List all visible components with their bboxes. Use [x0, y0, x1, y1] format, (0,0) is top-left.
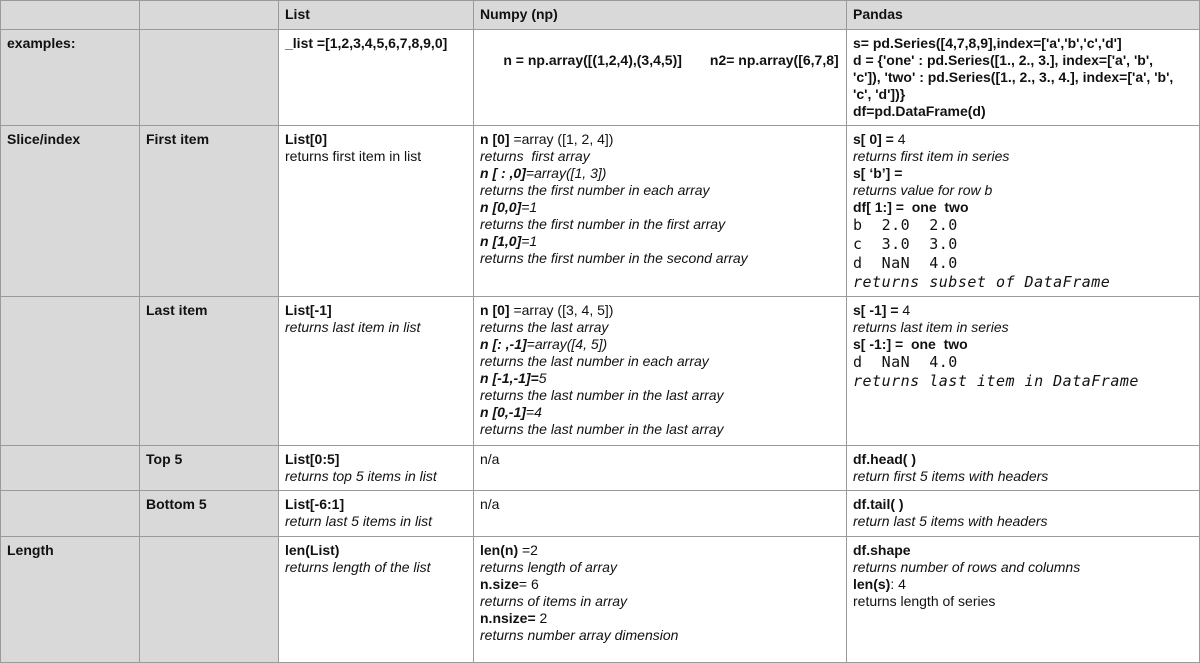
pandas-example-line: df=pd.DataFrame(d) — [853, 103, 986, 119]
numpy-code: n [0,0] — [480, 199, 522, 215]
numpy-desc: returns length of array — [480, 559, 617, 575]
row-sublabel-bottom-5: Bottom 5 — [140, 491, 279, 537]
pandas-example-line: 'c', 'd'])} — [853, 86, 906, 102]
pandas-desc: returns length of series — [853, 593, 996, 609]
pandas-example-cell — [847, 30, 1200, 126]
numpy-example-cell — [474, 30, 847, 126]
row-label-blank — [0, 297, 140, 446]
numpy-desc: returns number array dimension — [480, 627, 679, 643]
numpy-desc: returns of items in array — [480, 593, 628, 609]
row-label-examples: examples: — [0, 30, 140, 126]
numpy-result: =array ([3, 4, 5]) — [513, 302, 614, 318]
pandas-desc: returns number of rows and columns — [853, 559, 1081, 575]
list-top-5-cell — [279, 446, 474, 491]
row-label-blank — [0, 491, 140, 537]
pandas-code: s[ -1] = — [853, 302, 903, 318]
list-example-cell — [279, 30, 474, 126]
pandas-output-row: d NaN 4.0 — [853, 254, 958, 272]
numpy-desc: returns the first number in the first array — [480, 216, 726, 232]
pandas-code: s[ ‘b’] = — [853, 165, 903, 181]
row-sublabel-top-5: Top 5 — [140, 446, 279, 491]
numpy-code: n [0] — [480, 131, 514, 147]
list-example-code: _list =[1,2,3,4,5,6,7,8,9,0] — [285, 35, 448, 51]
list-first-item-desc: returns first item in list — [285, 148, 422, 164]
numpy-bottom-5-cell — [474, 491, 847, 537]
numpy-top-5-cell — [474, 446, 847, 491]
numpy-na: n/a — [480, 451, 500, 467]
pandas-bottom-5-cell — [847, 491, 1200, 537]
numpy-result: =array([1, 3]) — [525, 165, 607, 181]
numpy-result: =1 — [521, 233, 538, 249]
pandas-code: s[ 0] = — [853, 131, 898, 147]
list-first-item-code: List[0] — [285, 131, 327, 147]
numpy-desc: returns the last number in the last array — [480, 421, 724, 437]
numpy-result: 5 — [538, 370, 547, 386]
list-first-item-cell — [279, 126, 474, 297]
numpy-code: n.size — [480, 576, 519, 592]
list-length-cell — [279, 537, 474, 663]
pandas-result: : 4 — [890, 576, 906, 592]
numpy-last-item-cell — [474, 297, 847, 446]
numpy-code: n [0,-1] — [480, 404, 526, 420]
numpy-desc: returns first array — [480, 148, 590, 164]
numpy-result: 2 — [539, 610, 548, 626]
numpy-code: n [ : ,0] — [480, 165, 526, 181]
pandas-result: 4 — [902, 302, 911, 318]
list-top-5-desc: returns top 5 items in list — [285, 468, 437, 484]
pandas-code: df.shape — [853, 542, 911, 558]
numpy-result: =array ([1, 2, 4]) — [513, 131, 614, 147]
numpy-na: n/a — [480, 496, 500, 512]
header-blank-2 — [140, 0, 279, 30]
numpy-code: n.nsize= — [480, 610, 540, 626]
pandas-output-desc: returns subset of DataFrame — [853, 273, 1111, 291]
numpy-example-n: n = np.array([(1,2,4),(3,4,5)] — [503, 52, 682, 68]
list-length-desc: returns length of the list — [285, 559, 431, 575]
pandas-output-row: d NaN 4.0 — [853, 353, 958, 371]
pandas-desc: return last 5 items with headers — [853, 513, 1048, 529]
pandas-desc: returns first item in series — [853, 148, 1010, 164]
list-bottom-5-cell — [279, 491, 474, 537]
pandas-last-item-cell — [847, 297, 1200, 446]
numpy-result: =4 — [525, 404, 542, 420]
numpy-desc: returns the last number in the last array — [480, 387, 724, 403]
pandas-code: df.head( ) — [853, 451, 916, 467]
row-sublabel-last-item: Last item — [140, 297, 279, 446]
pandas-desc: returns last item in series — [853, 319, 1009, 335]
pandas-first-item-cell — [847, 126, 1200, 297]
list-bottom-5-code: List[-6:1] — [285, 496, 345, 512]
numpy-example-n2: n2= np.array([6,7,8] — [709, 52, 839, 68]
list-last-item-code: List[-1] — [285, 302, 332, 318]
row-sublabel-examples — [140, 30, 279, 126]
numpy-desc: returns the last number in each array — [480, 353, 709, 369]
list-bottom-5-desc: return last 5 items in list — [285, 513, 433, 529]
list-length-code: len(List) — [285, 542, 340, 558]
pandas-example-line: d = {'one' : pd.Series([1., 2., 3.], index=['a', 'b', — [853, 52, 1154, 68]
list-top-5-code: List[0:5] — [285, 451, 340, 467]
pandas-example-line: 'c']), 'two' : pd.Series([1., 2., 3., 4.], index=['a', 'b', — [853, 69, 1174, 85]
list-last-item-cell — [279, 297, 474, 446]
header-list: List — [279, 0, 474, 30]
numpy-code: len(n) — [480, 542, 522, 558]
numpy-result: =1 — [521, 199, 538, 215]
numpy-desc: returns the last array — [480, 319, 609, 335]
pandas-output-desc: returns last item in DataFrame — [853, 372, 1139, 390]
pandas-output-row: b 2.0 2.0 — [853, 216, 958, 234]
row-label-length: Length — [0, 537, 140, 663]
header-blank-1 — [0, 0, 140, 30]
pandas-top-5-cell — [847, 446, 1200, 491]
row-sublabel-first-item: First item — [140, 126, 279, 297]
numpy-first-item-cell — [474, 126, 847, 297]
row-label-blank — [0, 446, 140, 491]
pandas-code: df.tail( ) — [853, 496, 904, 512]
row-sublabel-blank — [140, 537, 279, 663]
pandas-desc: returns value for row b — [853, 182, 993, 198]
pandas-code: s[ -1:] = one two — [853, 336, 968, 352]
numpy-code: n [-1,-1]= — [480, 370, 539, 386]
numpy-code: n [0] — [480, 302, 514, 318]
numpy-result: =2 — [522, 542, 538, 558]
row-label-slice-index: Slice/index — [0, 126, 140, 297]
pandas-length-cell — [847, 537, 1200, 663]
numpy-result: = 6 — [518, 576, 539, 592]
pandas-code: df[ 1:] = one two — [853, 199, 969, 215]
pandas-output-row: c 3.0 3.0 — [853, 235, 958, 253]
numpy-desc: returns the first number in the second array — [480, 250, 748, 266]
numpy-length-cell — [474, 537, 847, 663]
numpy-desc: returns the first number in each array — [480, 182, 710, 198]
pandas-result: 4 — [897, 131, 906, 147]
list-last-item-desc: returns last item in list — [285, 319, 421, 335]
pandas-desc: return first 5 items with headers — [853, 468, 1049, 484]
pandas-example-line: s= pd.Series([4,7,8,9],index=['a','b','c','d'] — [853, 35, 1122, 51]
header-pandas: Pandas — [847, 0, 1200, 30]
pandas-code: len(s) — [853, 576, 891, 592]
numpy-code: n [: ,-1] — [480, 336, 527, 352]
numpy-result: =array([4, 5]) — [526, 336, 608, 352]
numpy-code: n [1,0] — [480, 233, 522, 249]
header-numpy: Numpy (np) — [474, 0, 847, 30]
